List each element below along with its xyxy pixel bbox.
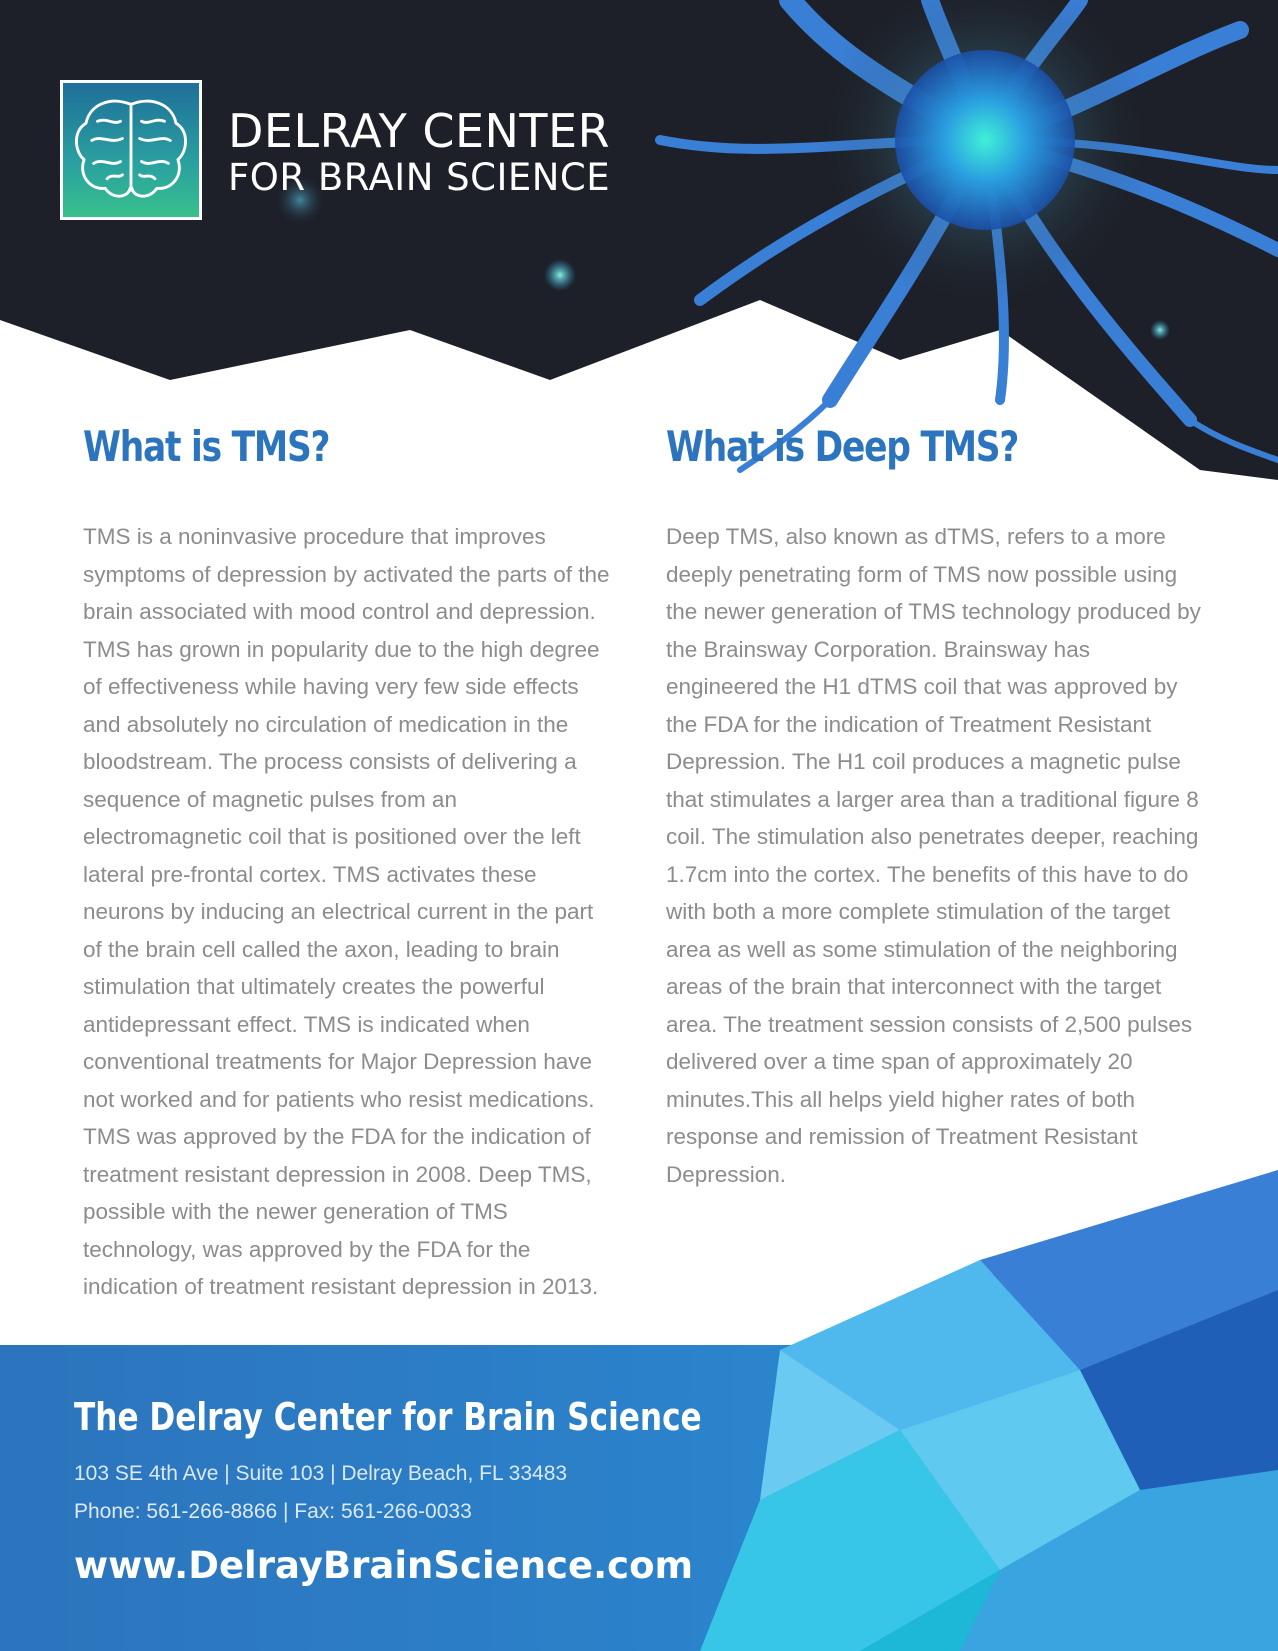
- footer-phone: Phone: 561-266-8866 | Fax: 561-266-0033: [74, 1500, 472, 1523]
- brain-logo: [60, 80, 202, 220]
- brain-icon: [63, 83, 199, 217]
- section-body-deep-tms: Deep TMS, also known as dTMS, refers to a more deeply penetrating form of TMS now possible using the newer generation of TMS technology produced by the Brainsway Corporation. Brainsway has engineered the H1 dTMS coil that was approved by the FDA for the indication of Treatment Resistant Depression. The H1 coil produces a magnetic pulse that stimulates a larger area than a traditional figure 8 coil. The stimulation also penetrates deeper, reaching 1.7cm into the cortex. The benefits of this have to do with both a more complete stimulation of the target area as well as some stimulation of the neighboring areas of the brain that interconnect with the target area. The treatment session consists of 2,500 pulses delivered over a time span of approximately 20 minutes.This all helps yield higher rates of both response and remission of Treatment Resistant Depression.: [666, 524, 1201, 1187]
- section-body-tms: TMS is a noninvasive procedure that improves symptoms of depression by activated the parts of the brain associated with mood control and depression. TMS has grown in popularity due to the high degree of effectiveness while having very few side effects and absolutely no circulation of medication in the bloodstream. The process consists of delivering a sequence of magnetic pulses from an electromagnetic coil that is positioned over the left lateral pre-frontal cortex. TMS activates these neurons by inducing an electrical current in the part of the brain cell called the axon, leading to brain stimulation that ultimately creates the powerful antidepressant effect. TMS is indicated when conventional treatments for Major Depression have not worked and for patients who resist medications. TMS was approved by the FDA for the indication of treatment resistant depression in 2008. Deep TMS, possible with the newer generation of TMS technology, was approved by the FDA for the indication of treatment resistant depression in 2013.: [83, 524, 610, 1299]
- footer-address: 103 SE 4th Ave | Suite 103 | Delray Beach, FL 33483: [74, 1462, 568, 1485]
- footer-title: The Delray Center for Brain Science: [74, 1395, 702, 1439]
- brand-name-line1: DELRAY CENTER: [228, 104, 611, 158]
- header-neuron-background: [0, 0, 1278, 480]
- brand-name-line2: FOR BRAIN SCIENCE: [228, 156, 611, 199]
- section-heading-tms: What is TMS?: [83, 422, 330, 471]
- section-heading-deep-tms: What is Deep TMS?: [666, 422, 1019, 471]
- website-link[interactable]: www.DelrayBrainScience.com: [74, 1544, 694, 1587]
